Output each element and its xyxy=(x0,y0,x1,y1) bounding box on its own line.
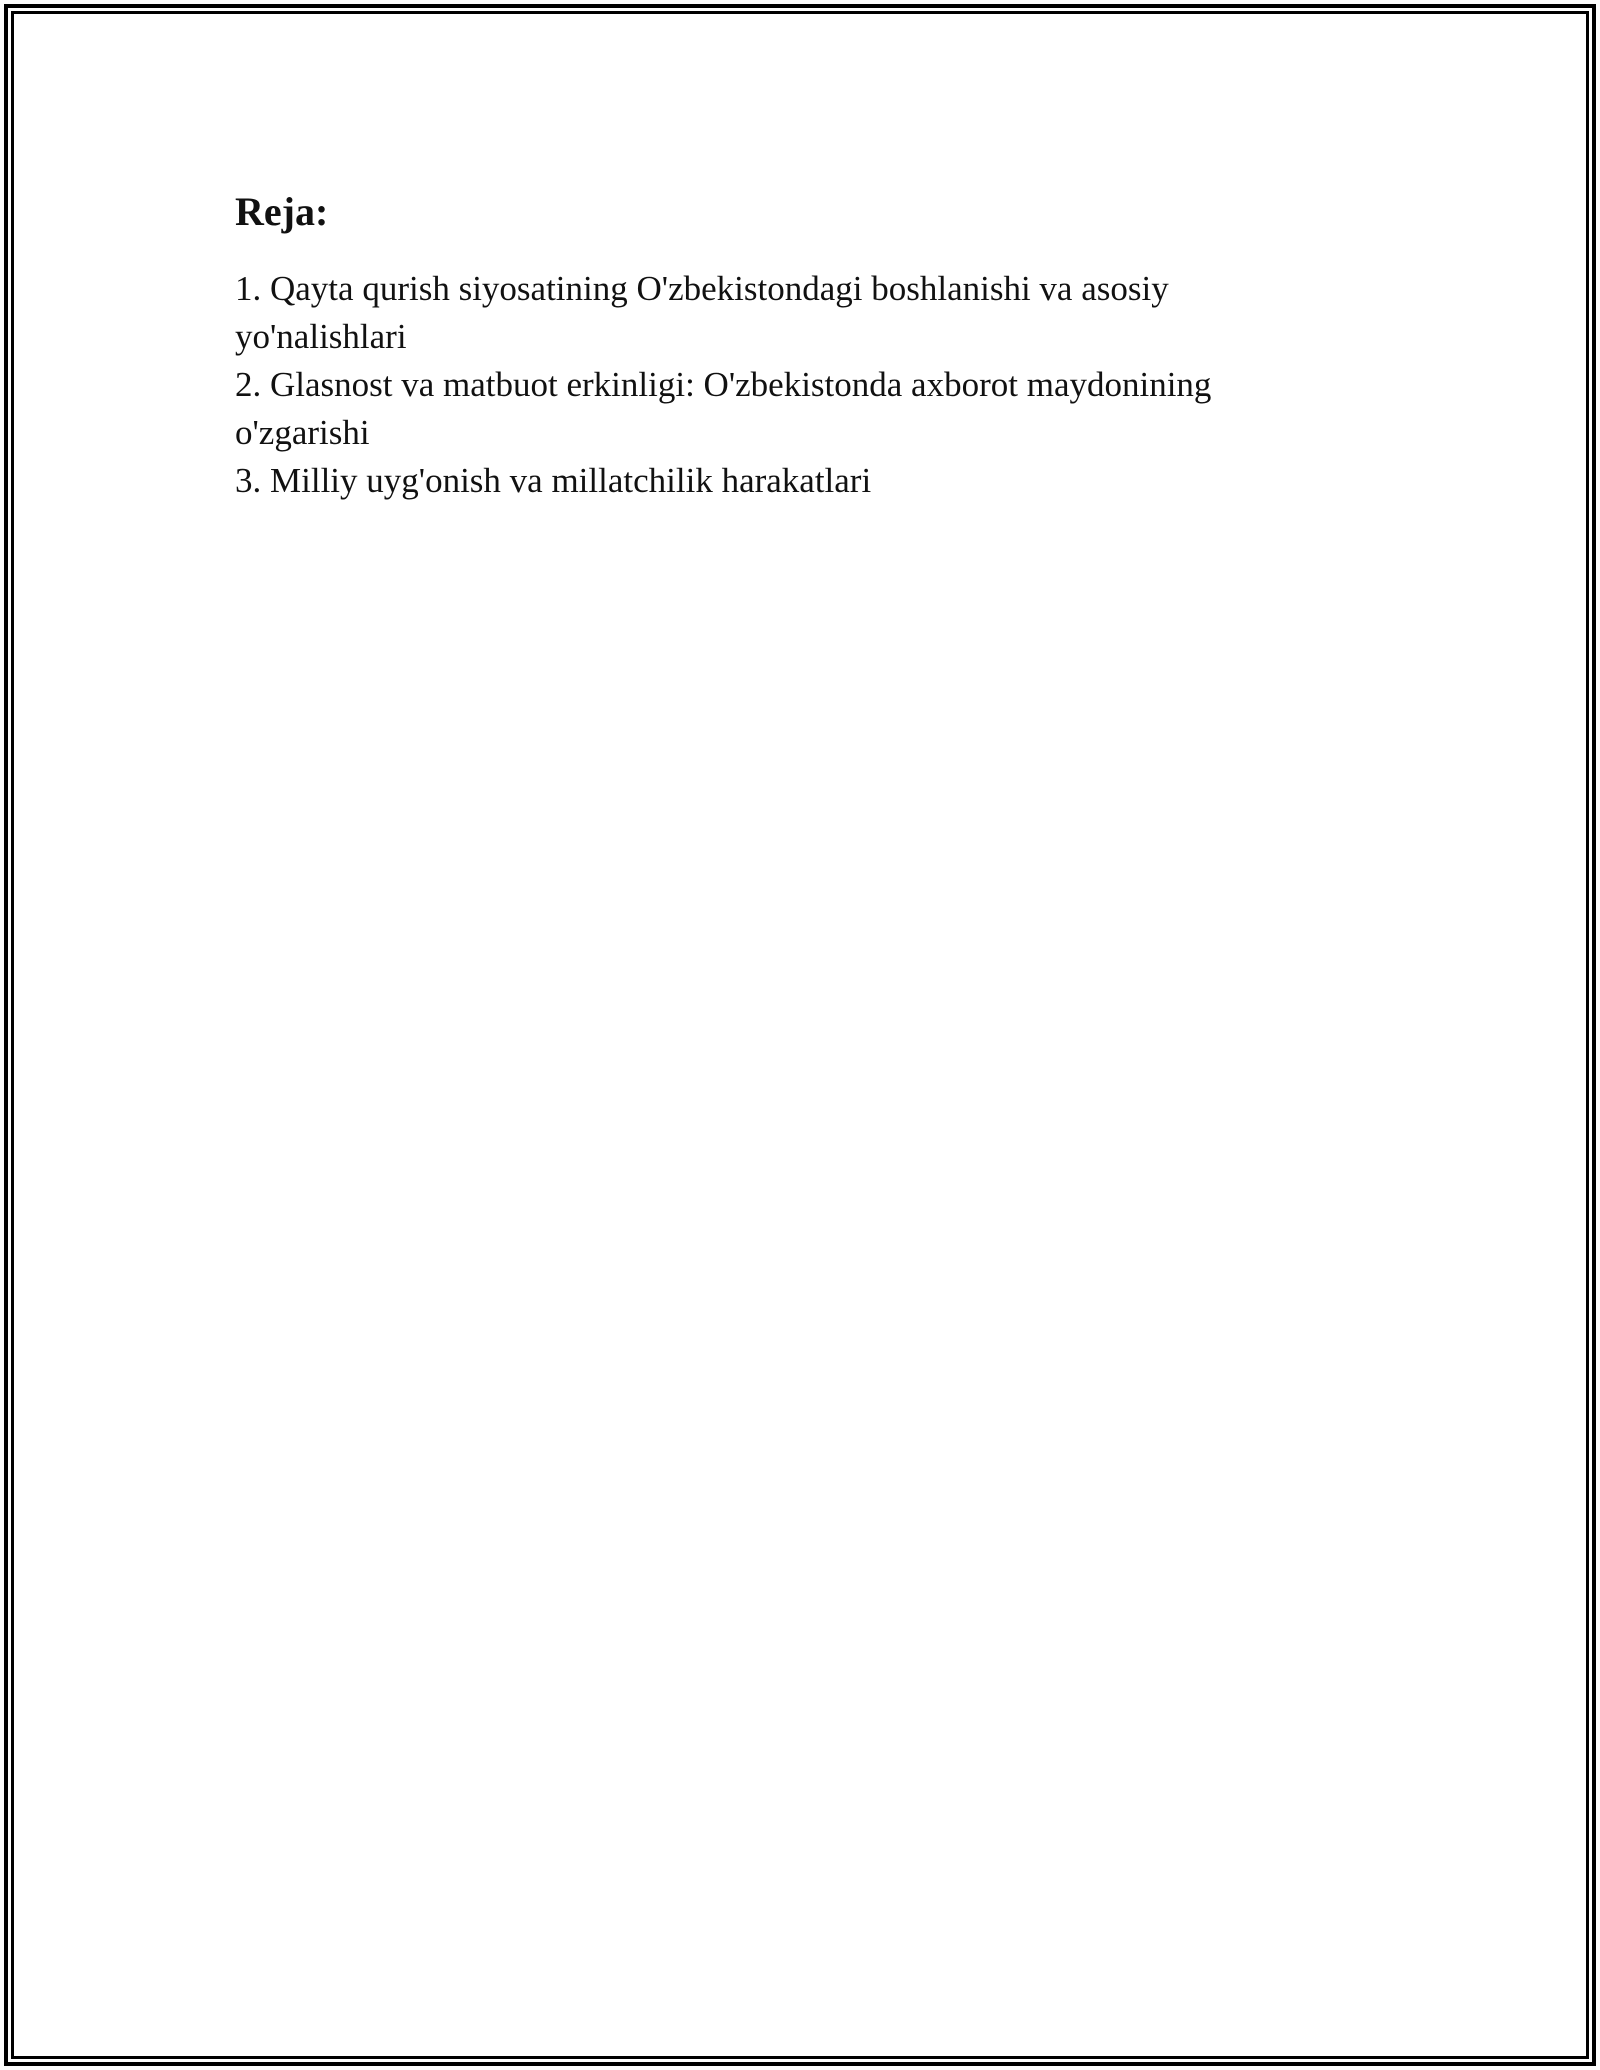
plan-item-2: 2. Glasnost va matbuot erkinligi: O'zbekistonda axborot maydonining o'zgarishi xyxy=(235,365,1212,452)
page-content xyxy=(235,185,1285,505)
plan-item-1: 1. Qayta qurish siyosatining O'zbekistondagi boshlanishi va asosiy yo'nalishlari xyxy=(235,269,1169,356)
plan-item-3: 3. Milliy uyg'onish va millatchilik harakatlari xyxy=(235,461,872,500)
plan-heading: Reja: xyxy=(235,189,329,234)
plan-list xyxy=(235,265,1285,505)
